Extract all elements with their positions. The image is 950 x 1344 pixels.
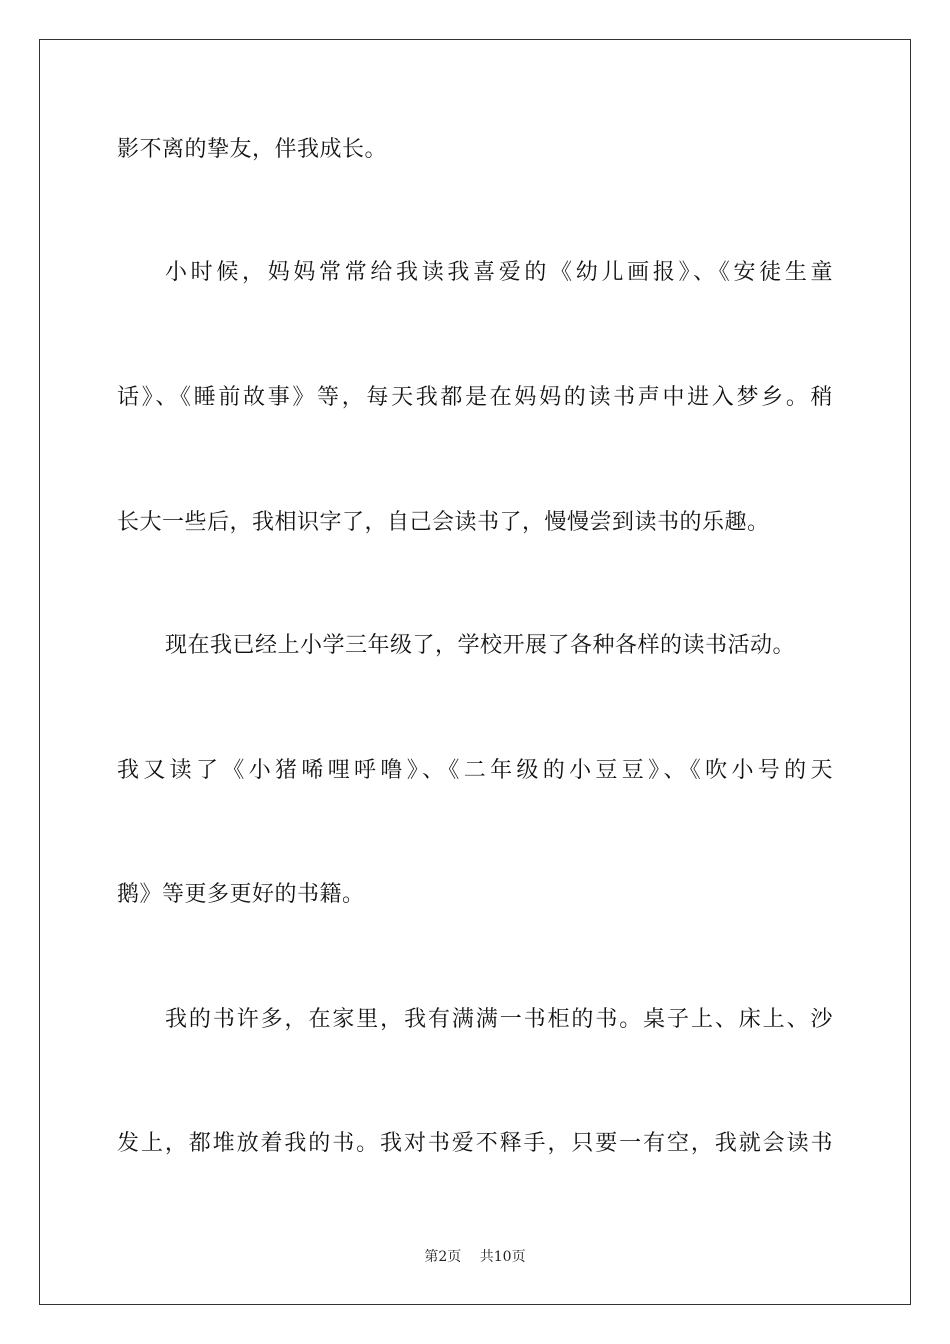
text-line-3: 话》、《睡前故事》等，每天我都是在妈妈的读书声中进入梦乡。稍 (117, 385, 833, 410)
text-line-8: 我的书许多，在家里，我有满满一书柜的书。桌子上、床上、沙 (165, 1007, 833, 1032)
page-number-current: 第2页 (424, 1249, 462, 1265)
text-line-9: 发上，都堆放着我的书。我对书爱不释手，只要一有空，我就会读书 (117, 1131, 833, 1156)
text-line-2: 小时候，妈妈常常给我读我喜爱的《幼儿画报》、《安徒生童 (165, 260, 833, 285)
page-border (39, 39, 911, 1305)
text-line-7: 鹅》等更多更好的书籍。 (117, 882, 365, 907)
page-footer (0, 1247, 950, 1267)
page-number-total: 共10页 (479, 1249, 526, 1265)
text-line-1: 影不离的挚友，伴我成长。 (117, 137, 388, 162)
text-line-6: 我又读了《小猪唏哩呼噜》、《二年级的小豆豆》、《吹小号的天 (117, 758, 833, 783)
text-line-4: 长大一些后，我相识字了，自己会读书了，慢慢尝到读书的乐趣。 (117, 510, 770, 535)
text-line-5: 现在我已经上小学三年级了，学校开展了各种各样的读书活动。 (165, 633, 796, 658)
